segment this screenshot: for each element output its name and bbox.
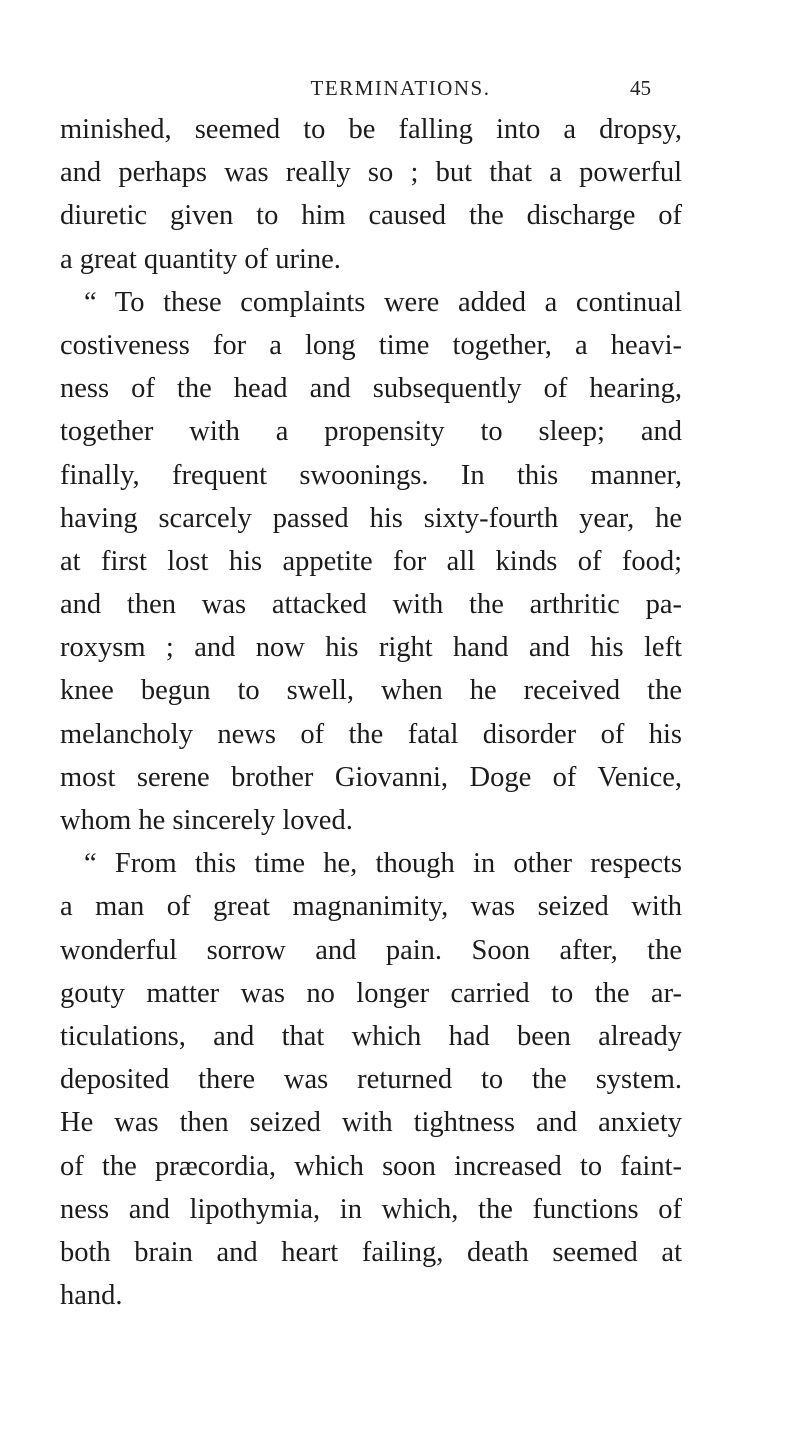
text-line: together with a propensity to sleep; and [60, 416, 682, 448]
page-number: 45 [630, 76, 651, 100]
text-line: costiveness for a long time together, a heavi- [60, 329, 682, 361]
text-line: having scarcely passed his sixty-fourth year, he [60, 502, 682, 534]
running-title: TERMINATIONS. [310, 76, 491, 100]
text-line: of the præcordia, which soon increased to faint- [60, 1150, 682, 1182]
text-line: ness and lipothymia, in which, the functions of [60, 1193, 682, 1225]
text-line: “ To these complaints were added a continual [84, 286, 682, 318]
text-line: ticulations, and that which had been already [60, 1020, 682, 1052]
text-line: most serene brother Giovanni, Doge of Venice, [60, 761, 682, 793]
text-line: and perhaps was really so ; but that a powerful [60, 157, 682, 189]
text-line: wonderful sorrow and pain. Soon after, the [60, 934, 682, 966]
text-line: gouty matter was no longer carried to the ar- [60, 977, 682, 1009]
text-line: He was then seized with tightness and anxiety [60, 1107, 682, 1139]
text-line: and then was attacked with the arthritic pa- [60, 589, 682, 621]
text-line: hand. [60, 1280, 123, 1312]
text-line: roxysm ; and now his right hand and his left [60, 632, 682, 664]
text-line: ness of the head and subsequently of hearing, [60, 373, 682, 405]
text-line: whom he sincerely loved. [60, 805, 353, 836]
text-line: minished, seemed to be falling into a dropsy, [60, 114, 682, 145]
text-line: a man of great magnanimity, was seized with [60, 891, 682, 923]
text-line: knee begun to swell, when he received the [60, 675, 682, 707]
text-line: deposited there was returned to the system. [60, 1064, 682, 1096]
text-line: diuretic given to him caused the discharge of [60, 200, 682, 232]
text-line: finally, frequent swoonings. In this manner, [60, 459, 682, 491]
text-line: “ From this time he, though in other respects [84, 848, 682, 880]
text-line: melancholy news of the fatal disorder of his [60, 718, 682, 750]
body-text [60, 108, 682, 1317]
text-line: at first lost his appetite for all kinds of food; [60, 545, 682, 577]
text-line: a great quantity of urine. [60, 243, 341, 275]
text-line: both brain and heart failing, death seemed at [60, 1236, 682, 1268]
